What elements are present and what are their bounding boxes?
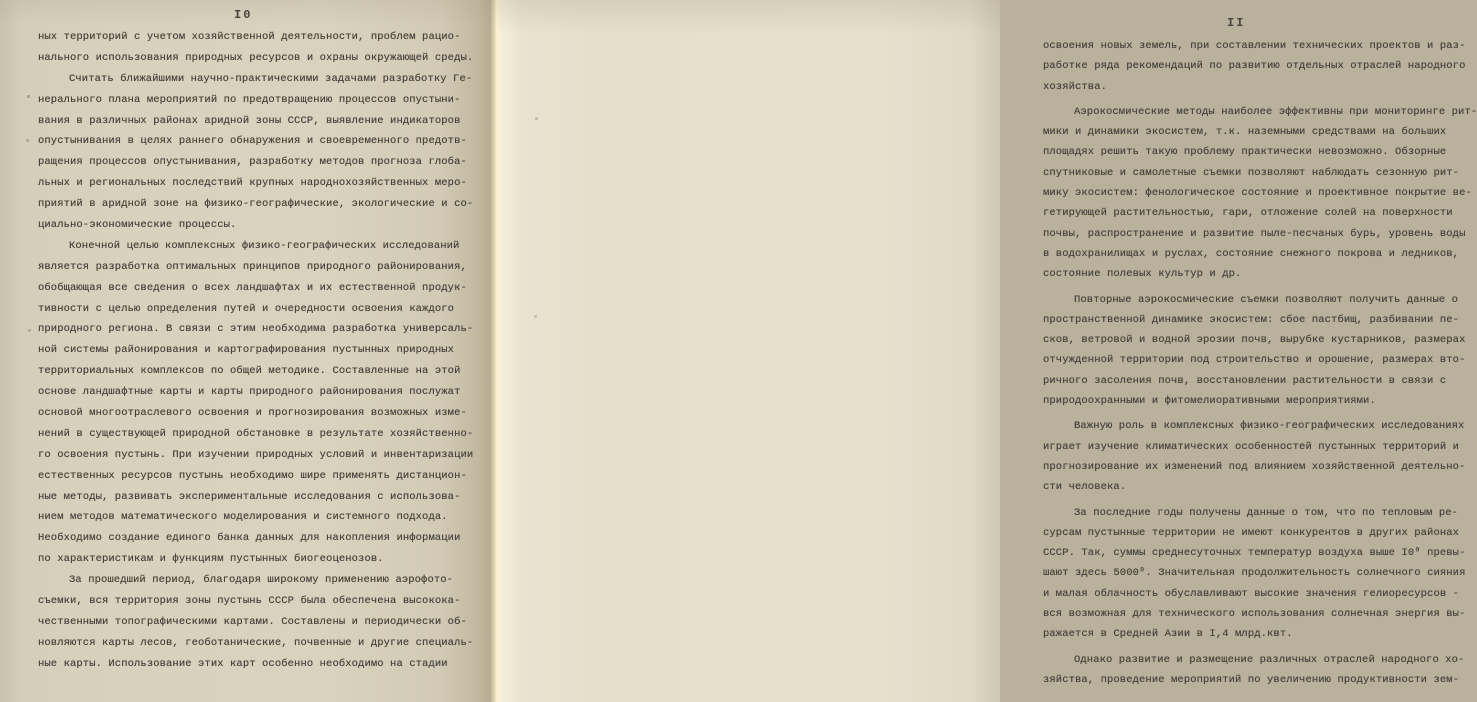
- text-line: За последние годы получены данные о том, что по тепловым ре-: [1074, 506, 1459, 519]
- text-line: циально-экономические процессы.: [38, 219, 237, 232]
- text-line: основой многоотраслевого освоения и прогнозирования возможных изме-: [38, 407, 467, 420]
- text-line: льных и региональных последствий крупных народнохозяйственных меро-: [38, 177, 467, 190]
- text-line: работке ряда рекомендаций по развитию отдельных отраслей народного: [1043, 60, 1466, 73]
- paragraph: [1043, 36, 1475, 97]
- text-line: освоения новых земель, при составлении технических проектов и раз-: [1043, 40, 1466, 52]
- text-line: Считать ближайшими научно-практическими задачами разработку Ге-: [69, 72, 473, 85]
- paragraph: [1043, 102, 1475, 285]
- page-left-body: [38, 27, 474, 675]
- text-line: Конечной целью комплексных физико-географических исследований: [69, 239, 460, 252]
- text-line: территориальных комплексов по общей методике. Составленные на этой: [38, 365, 461, 378]
- text-line: новляются карты лесов, геоботанические, почвенные и другие специаль-: [38, 636, 474, 649]
- text-line: природного региона. В связи с этим необходима разработка универсаль-: [38, 323, 474, 336]
- text-line: прогнозирование их изменений под влиянием хозяйственной деятельно-: [1043, 460, 1466, 473]
- text-line: по характеристикам и функциям пустынных биогеоценозов.: [38, 553, 384, 566]
- page-right-body: [1043, 36, 1475, 690]
- text-line: ные карты. Использование этих карт особенно необходимо на стадии: [38, 657, 448, 670]
- text-line: отчужденной территории под строительство и орошение, размерах вто-: [1043, 354, 1466, 367]
- paragraph: [1043, 290, 1475, 412]
- text-line: почвы, распространение и развитие пыле-песчаных бурь, уровень воды: [1043, 227, 1466, 240]
- text-line: приятий в аридной зоне на физико-географические, экологические и со-: [38, 198, 474, 211]
- text-line: природоохранными и фитомелиоративными мероприятиями.: [1043, 395, 1376, 408]
- text-line: основе ландшафтные карты и карты природного районирования послужат: [38, 386, 461, 399]
- text-line: нений в существующей природной обстановке в результате хозяйственно-: [38, 427, 474, 440]
- text-line: съемки, вся территория зоны пустынь СССР была обеспечена высокока-: [38, 595, 461, 608]
- text-line: нального использования природных ресурсов и охраны окружающей среды.: [38, 51, 474, 64]
- text-line: опустынивания в целях раннего обнаружения и своевременного предотв-: [38, 135, 467, 148]
- text-line: хозяйства.: [1043, 80, 1108, 93]
- text-line: мики и динамики экосистем, т.к. наземными средствами на больших: [1043, 126, 1447, 139]
- text-line: сти человека.: [1043, 481, 1127, 494]
- text-line: Необходимо создание единого банка данных для накопления информации: [38, 532, 461, 545]
- text-line: За прошедший период, благодаря широкому применению аэрофото-: [69, 574, 454, 587]
- paragraph: [1043, 416, 1475, 497]
- text-line: нием методов математического моделирования и системного подхода.: [38, 511, 448, 524]
- text-line: зяйства, проведение мероприятий по увеличению продуктивности зем-: [1043, 673, 1460, 686]
- paragraph: [38, 69, 474, 236]
- paragraph: [38, 570, 474, 674]
- text-line: сков, ветровой и водной эрозии почв, вырубке кустарников, размерах: [1043, 334, 1466, 347]
- text-line: Важную роль в комплексных физико-географических исследованиях: [1074, 420, 1465, 433]
- text-line: сурсам пустынные территории не имеют конкурентов в других районах: [1043, 526, 1460, 539]
- text-line: состояние полевых культур и др.: [1043, 268, 1242, 281]
- page-number-right: II: [1227, 16, 1246, 30]
- paragraph: [1043, 650, 1475, 691]
- text-line: спутниковые и самолетные съемки позволяют наблюдать сезонную рит-: [1043, 166, 1460, 179]
- text-line: ричного засоления почв, восстановлении растительности в связи с: [1043, 374, 1447, 387]
- page-number-left: I0: [234, 8, 253, 22]
- page-right: [497, 0, 1477, 702]
- text-line: мику экосистем: фенологическое состояние и проективное покрытие ве-: [1043, 187, 1472, 200]
- text-line: пространственной динамике экосистем: сбое пастбищ, разбивании пе-: [1043, 313, 1460, 326]
- text-line: СССР. Так, суммы среднесуточных температур воздуха выше I0⁰ превы-: [1043, 547, 1466, 560]
- text-line: ражается в Средней Азии в I,4 млрд.квт.: [1043, 628, 1293, 641]
- text-line: шают здесь 5000⁰. Значительная продолжительность солнечного сияния: [1043, 567, 1466, 580]
- text-line: площадях решить такую проблему практически невозможно. Обзорные: [1043, 146, 1447, 159]
- text-line: естественных ресурсов пустынь необходимо шире применять дистанцион-: [38, 469, 467, 482]
- text-line: го освоения пустынь. При изучении природных условий и инвентаризации: [38, 448, 474, 461]
- page-left: [0, 0, 497, 702]
- paragraph: [1043, 503, 1475, 645]
- text-line: играет изучение климатических особенностей пустынных территорий и: [1043, 440, 1460, 453]
- text-line: вания в различных районах аридной зоны СССР, выявление индикаторов: [38, 114, 461, 127]
- paragraph: [38, 236, 474, 570]
- text-line: Однако развитие и размещение различных отраслей народного хо-: [1074, 653, 1465, 666]
- text-line: и малая облачность обуславливают высокие значения гелиоресурсов -: [1043, 587, 1460, 600]
- text-line: тивности с целью определения путей и очередности освоения каждого: [38, 302, 455, 315]
- text-line: гетирующей растительностью, гари, отложение солей на поверхности: [1043, 207, 1453, 220]
- text-line: Аэрокосмические методы наиболее эффективны при мониторинге рит-: [1074, 105, 1477, 118]
- text-line: ные методы, развивать экспериментальные исследования с использова-: [38, 490, 461, 503]
- text-line: ной системы районирования и картографирования пустынных природных: [38, 344, 455, 357]
- text-line: в водохранилищах и руслах, состояние снежного покрова и ледников,: [1043, 247, 1460, 260]
- scan-artifacts: [0, 0, 1, 1]
- text-line: ращения процессов опустынивания, разработку методов прогноза глоба-: [38, 156, 467, 169]
- text-line: Повторные аэрокосмические съемки позволяют получить данные о: [1074, 293, 1459, 306]
- text-line: обобщающая все сведения о всех ландшафтах и их естественной продук-: [38, 281, 467, 294]
- text-line: ных территорий с учетом хозяйственной деятельности, проблем рацио-: [38, 31, 461, 43]
- text-line: является разработка оптимальных принципов природного районирования,: [38, 260, 467, 273]
- text-line: вся возможная для технического использования солнечная энергия вы-: [1043, 608, 1466, 621]
- text-line: чественными топографическими картами. Составлены и периодически об-: [38, 615, 467, 628]
- text-line: нерального плана мероприятий по предотвращению процессов опустыни-: [38, 93, 461, 106]
- paragraph: [38, 27, 474, 69]
